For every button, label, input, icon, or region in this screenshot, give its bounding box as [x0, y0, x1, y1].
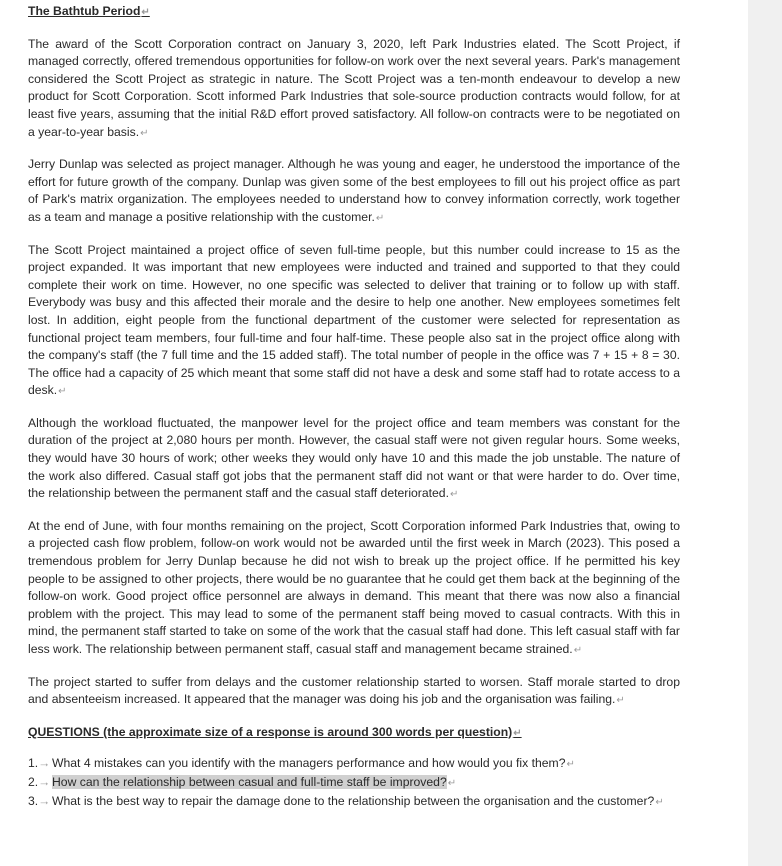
questions-heading: QUESTIONS (the approximate size of a response is around 300 words per question)↵: [28, 724, 522, 739]
question-text: What is the best way to repair the damage done to the relationship between the organisation and the customer?↵: [52, 793, 664, 808]
question-item: [28, 793, 680, 812]
paragraph-mark-icon: ↵: [573, 645, 583, 656]
paragraph-2: Jerry Dunlap was selected as project manager. Although he was young and eager, he understood the importance of the effort for future growth of the company. Dunlap was given some of the best employees to fill out his project office as part of Park's matrix organization. The employees needed to understand how to convey information correctly, work together as a team and manage a positive relationship with the customer.↵: [28, 157, 680, 224]
paragraph-mark-icon: ↵: [375, 212, 385, 224]
paragraph-mark-icon: ↵: [449, 489, 459, 501]
question-number: 1.→: [28, 756, 51, 771]
paragraph-mark-icon: ↵: [616, 695, 625, 707]
question-number: 2.→: [28, 774, 51, 789]
paragraph-1: The award of the Scott Corporation contract on January 3, 2020, left Park Industries elated. The Scott Project, if managed correctly, offered tremendous opportunities for follow-on work over the next several years. Park's management considered the Scott Project as strategic in nature. The Scott Project was a ten-month endeavour to develop a new product for Scott Corporation. Scott informed Park Industries that sole-source production contracts would follow, for at least five years, assuming that the initial R&D effort proved satisfactory. All follow-on contracts were to be negotiated on a year-to-year basis.↵: [28, 36, 680, 139]
paragraph-5: At the end of June, with four months remaining on the project, Scott Corporation informed Park Industries that, owing to a projected cash flow problem, follow-on work would not be awarded until the first week in March (2023). This posed a tremendous problem for Jerry Dunlap because he did not wish to break up the project office. If he permitted his key people to be assigned to other projects, there would be no guarantee that he could get them back at the beginning of the follow-on work. Good project office personnel are always in demand. This meant that there was now also a financial problem with the project. This may lead to some of the permanent staff being moved to casual contracts. With this in mind, the permanent staff started to take on some of the work that the casual staff had done. This left casual staff with far less work. The relationship between permanent staff, casual staff and management became strained.↵: [28, 518, 680, 656]
question-text: What 4 mistakes can you identify with the managers performance and how would you fix them?↵: [52, 756, 575, 771]
paragraph-mark-icon: ↵: [58, 386, 67, 398]
question-number: 3.→: [28, 793, 51, 808]
paragraph-3: The Scott Project maintained a project office of seven full-time people, but this number could increase to 15 as the project expanded. It was important that new employees were inducted and trained and supported to that they could complete their work on time. However, no one specific was selected to deliver that training or to follow up with staff. Everybody was busy and this affected their morale and the desire to help one another. New employees sometimes felt lost. In addition, eight people from the functional department of the customer were selected for representation as functional project team members, four full-time and four half-time. These people also sat in the project office along with the company's staff (the 7 full time and the 15 added staff). The total number of people in the office was 7 + 15 + 8 = 30. The office had a capacity of 25 which meant that some staff did not have a desk and some staff had to rotate access to a desk.↵: [28, 242, 680, 398]
questions-list: [28, 755, 680, 811]
vertical-scrollbar[interactable]: [748, 0, 782, 866]
question-item: [28, 774, 680, 793]
question-item: [28, 755, 680, 774]
paragraph-4: Although the workload fluctuated, the manpower level for the project office and team members was constant for the duration of the project at 2,080 hours per month. However, the casual staff were not given regular hours. Some weeks, they would have 30 hours of work; other weeks they would only have 10 and this made the job unstable. The nature of the work also differed. Casual staff got jobs that the permanent staff did not want or that were harder to do. Over time, the relationship between the permanent staff and the casual staff deteriorated.↵: [28, 415, 680, 501]
question-text-selected[interactable]: How can the relationship between casual and full-time staff be improved?↵: [52, 774, 457, 789]
paragraph-6: The project started to suffer from delays and the customer relationship started to worsen. Staff morale started to drop and absenteeism increased. It appeared that the manager was doing his job and the organisation was failing.↵: [28, 674, 680, 707]
paragraph-mark-icon: ↵: [140, 127, 149, 139]
document-body[interactable]: [28, 0, 680, 811]
document-title: The Bathtub Period↵: [28, 4, 150, 18]
paragraph-mark-icon: ↵: [513, 727, 522, 739]
paragraph-mark-icon: ↵: [141, 7, 150, 18]
